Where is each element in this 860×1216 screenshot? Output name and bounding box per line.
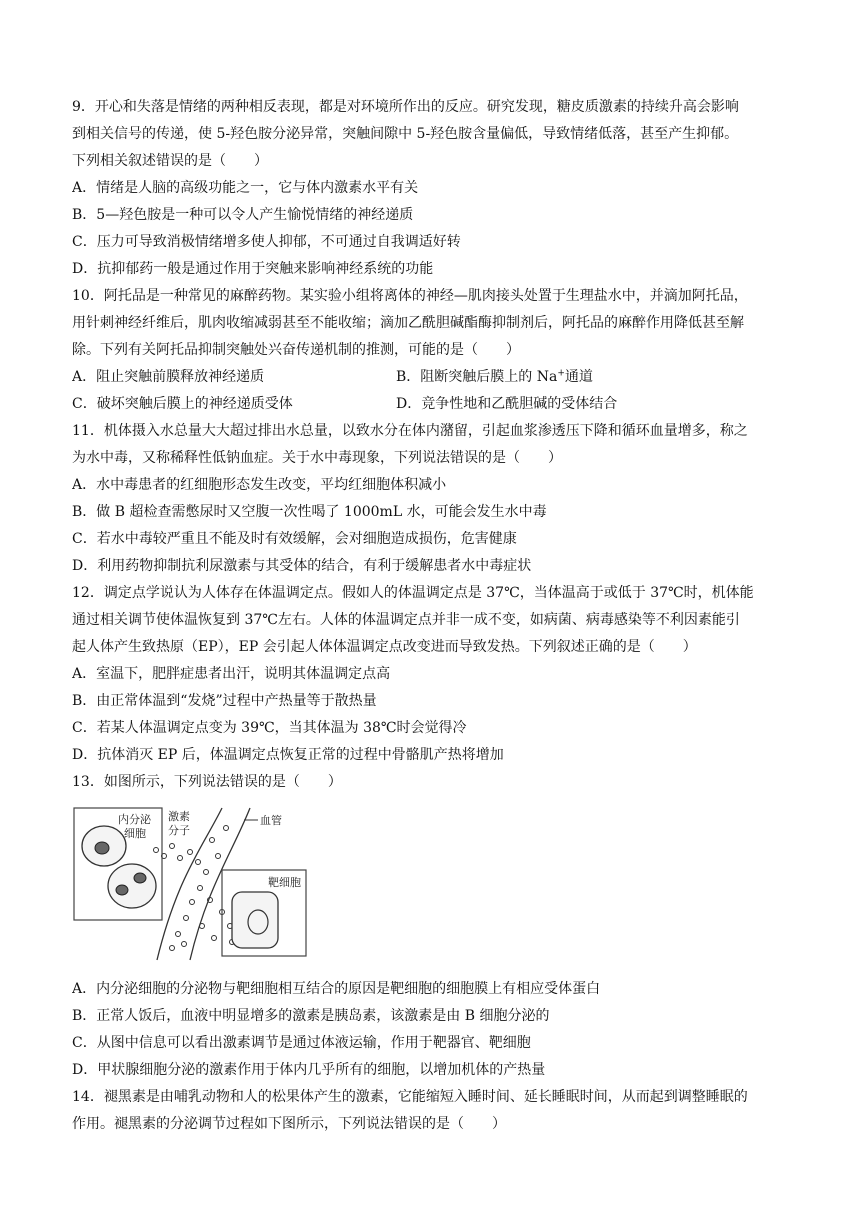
label-hormone-line2: 分子 bbox=[168, 824, 190, 837]
cell-nucleus bbox=[248, 910, 268, 934]
option-d: D．竞争性地和乙酰胆碱的受体结合 bbox=[396, 396, 618, 412]
option-b: B．5—羟色胺是一种可以令人产生愉悦情绪的神经递质 bbox=[72, 207, 414, 223]
question-stem-line: 为水中毒，又称稀释性低钠血症。关于水中毒现象，下列说法错误的是（ ） bbox=[72, 450, 562, 466]
question-stem-line: 13．如图所示，下列说法错误的是（ ） bbox=[72, 774, 342, 790]
option-a: A．水中毒患者的红细胞形态发生改变，平均红细胞体积减小 bbox=[72, 477, 447, 493]
label-hormone-line1: 激素 bbox=[168, 810, 190, 823]
question-stem-line: 除。下列有关阿托品抑制突触处兴奋传递机制的推测，可能的是（ ） bbox=[72, 342, 520, 358]
question-14 bbox=[72, 1084, 794, 1138]
question-stem-line: 下列相关叙述错误的是（ ） bbox=[72, 153, 268, 169]
question-12 bbox=[72, 580, 794, 769]
label-endocrine-line1: 内分泌 bbox=[118, 813, 151, 826]
option-b: B．由正常体温到“发烧”过程中产热量等于散热量 bbox=[72, 693, 377, 709]
option-c: C．若水中毒较严重且不能及时有效缓解，会对细胞造成损伤，危害健康 bbox=[72, 531, 517, 547]
options-row bbox=[72, 364, 794, 391]
question-stem-line: 14．褪黑素是由哺乳动物和人的松果体产生的激素，它能缩短入睡时间、延长睡眠时间，从而起到调整睡眠的 bbox=[72, 1089, 748, 1105]
superscript-plus: + bbox=[557, 368, 565, 379]
option-d: D．利用药物抑制抗利尿激素与其受体的结合，有利于缓解患者水中毒症状 bbox=[72, 558, 532, 574]
endocrine-cell bbox=[108, 864, 156, 908]
option-c: C．若某人体温调定点变为 39℃，当其体温为 38℃时会觉得冷 bbox=[72, 720, 467, 736]
option-c: C．压力可导致消极情绪增多使人抑郁，不可通过自我调适好转 bbox=[72, 234, 461, 250]
question-stem-line: 10．阿托品是一种常见的麻醉药物。某实验小组将离体的神经—肌肉接头处置于生理盐水中，并滴加阿托品， bbox=[72, 288, 748, 304]
question-stem-line: 11．机体摄入水总量大大超过排出水总量，以致水分在体内潴留，引起血浆渗透压下降和循环血量增多，称之 bbox=[72, 423, 748, 439]
question-stem-line: 12．调定点学说认为人体存在体温调定点。假如人的体温调定点是 37℃，当体温高于或低于 37℃时，机体能 bbox=[72, 585, 754, 601]
option-a: A．情绪是人脑的高级功能之一，它与体内激素水平有关 bbox=[72, 180, 419, 196]
option-c: C．破坏突触后膜上的神经递质受体 bbox=[72, 396, 293, 412]
question-stem-line: 作用。褪黑素的分泌调节过程如下图所示，下列说法错误的是（ ） bbox=[72, 1116, 506, 1132]
cell-nucleus bbox=[95, 842, 109, 854]
cell-nucleus bbox=[116, 885, 128, 895]
option-b bbox=[396, 364, 720, 391]
cell-nucleus bbox=[134, 873, 146, 883]
question-10 bbox=[72, 283, 794, 418]
question-stem-line: 起人体产生致热原（EP），EP 会引起人体体温调定点改变进而导致发热。下列叙述正确的是（ ） bbox=[72, 639, 697, 655]
option-a: A．内分泌细胞的分泌物与靶细胞相互结合的原因是靶细胞的细胞膜上有相应受体蛋白 bbox=[72, 981, 601, 997]
question-9 bbox=[72, 94, 794, 283]
option-a: A．室温下，肥胖症患者出汗，说明其体温调定点高 bbox=[72, 666, 391, 682]
question-11 bbox=[72, 418, 794, 580]
questions-content bbox=[72, 94, 794, 1138]
option-a: A．阻止突触前膜释放神经递质 bbox=[72, 369, 265, 385]
option-d: D．抗体消灭 EP 后，体温调定点恢复正常的过程中骨骼肌产热将增加 bbox=[72, 747, 504, 763]
hormone-transport-figure bbox=[72, 798, 794, 970]
question-stem-line: 到相关信号的传递，使 5-羟色胺分泌异常，突触间隙中 5-羟色胺含量偏低，导致情绪低落，甚至产生抑郁。 bbox=[72, 126, 739, 142]
option-c: C．从图中信息可以看出激素调节是通过体液运输，作用于靶器官、靶细胞 bbox=[72, 1035, 531, 1051]
label-target-cell: 靶细胞 bbox=[268, 876, 301, 889]
label-vessel: 血管 bbox=[260, 814, 282, 827]
option-b: B．正常人饭后，血液中明显增多的激素是胰岛素，该激素是由 B 细胞分泌的 bbox=[72, 1008, 550, 1024]
option-d: D．抗抑郁药一般是通过作用于突触来影响神经系统的功能 bbox=[72, 261, 434, 277]
option-b: B．做 B 超检查需憋尿时又空腹一次性喝了 1000mL 水，可能会发生水中毒 bbox=[72, 504, 547, 520]
question-stem-line: 通过相关调节使体温恢复到 37℃左右。人体的体温调定点并非一成不变，如病菌、病毒感染等不利因素能引 bbox=[72, 612, 740, 628]
question-13 bbox=[72, 769, 794, 1084]
label-endocrine-line2: 细胞 bbox=[124, 827, 146, 840]
question-stem-line: 9．开心和失落是情绪的两种相反表现，都是对环境所作出的反应。研究发现，糖皮质激素的持续升高会影响 bbox=[72, 99, 739, 115]
option-b-suffix: 通道 bbox=[564, 369, 593, 385]
question-stem-line: 用针刺神经纤维后，肌肉收缩减弱甚至不能收缩；滴加乙酰胆碱酯酶抑制剂后，阿托品的麻醉作用降低甚至解 bbox=[72, 315, 744, 331]
option-b-text: B．阻断突触后膜上的 Na bbox=[396, 369, 558, 385]
options-row bbox=[72, 391, 794, 418]
option-d: D．甲状腺细胞分泌的激素作用于体内几乎所有的细胞，以增加机体的产热量 bbox=[72, 1062, 546, 1078]
hormone-diagram bbox=[72, 798, 312, 970]
